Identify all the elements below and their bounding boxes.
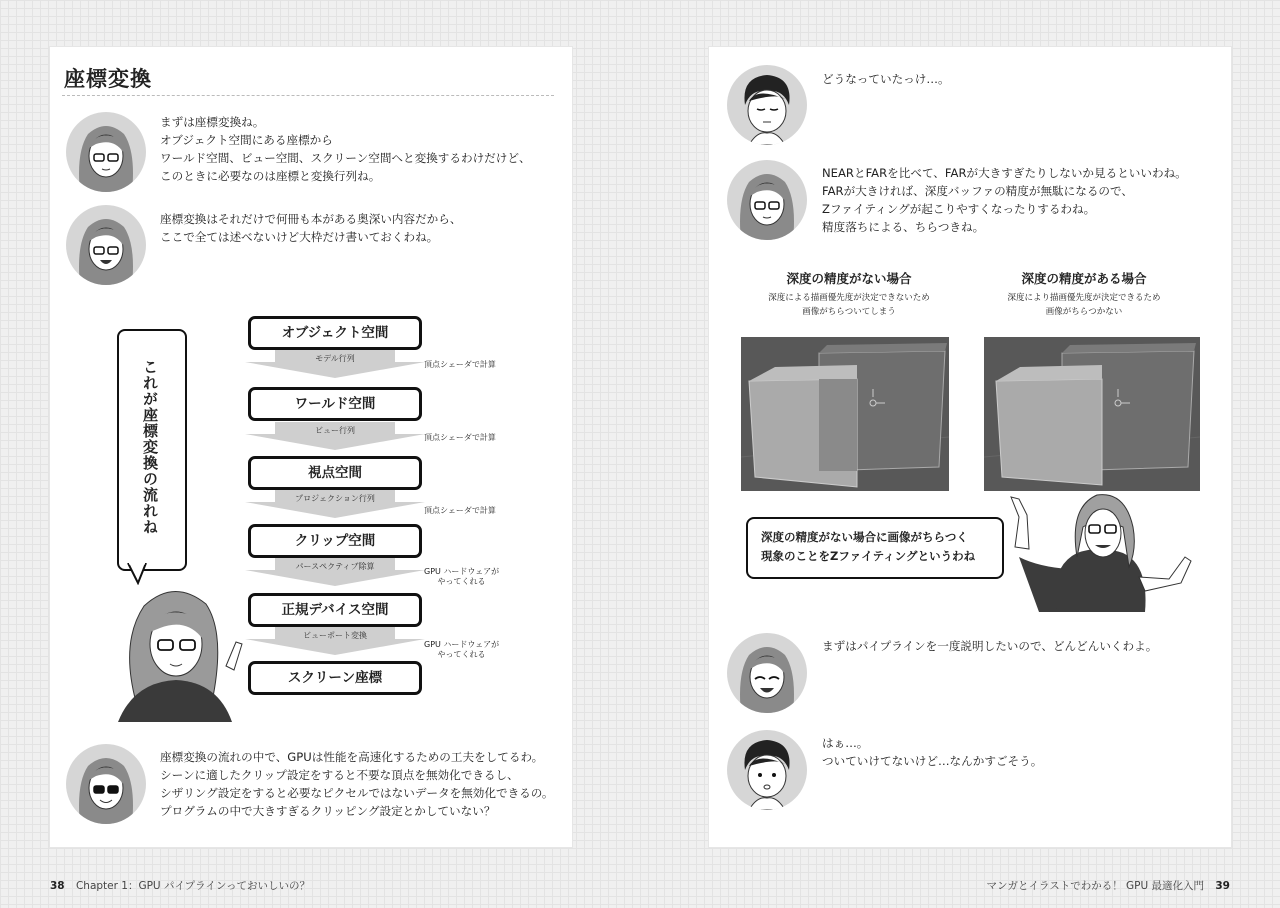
dialog-text: 座標変換の流れの中で、GPUは性能を高速化するための工夫をしてるわ。 シーンに適したクリップ設定をすると不要な頂点を無効化できるし、 シザリング設定をすると必要なピクセルではないデータを無効化できるの。 プログラムの中で大きすぎるクリッピング設定とかしていない？ <box>160 750 554 818</box>
boy-avatar <box>727 730 807 810</box>
right-page <box>709 47 1231 847</box>
flow-step-box: ワールド空間 <box>248 387 422 421</box>
flow-arrow: プロジェクション行列 <box>245 490 425 518</box>
speech-bubble: これが座標変換の流れね <box>117 329 187 571</box>
title-divider <box>62 95 554 96</box>
dialog-text: NEARとFARを比べて、FARが大きすぎたりしないか見るといいわね。 FARが大きければ、深度バッファの精度が無駄になるので、 Zファイティングが起こりやすくなったりするわね。 精度落ちによる、ちらつきね。 <box>822 166 1187 234</box>
flow-arrow: ビュー行列 <box>245 422 425 450</box>
flow-note: 頂点シェーダで計算 <box>424 506 496 515</box>
right-page-footer <box>987 878 1230 893</box>
page-number: 39 <box>1215 880 1230 892</box>
flow-step-box: クリップ空間 <box>248 524 422 558</box>
flow-step-box: 視点空間 <box>248 456 422 490</box>
boy-avatar <box>727 65 807 145</box>
speech-bubble: 深度の精度がない場合に画像がちらつく 現象のことをZファイティングというわね <box>746 517 1004 579</box>
woman-pointing-illustration <box>114 582 254 722</box>
flow-step-box: 正規デバイス空間 <box>248 593 422 627</box>
flow-note: GPU ハードウェアが やってくれる <box>424 640 500 659</box>
flow-step-box: スクリーン座標 <box>248 661 422 695</box>
flow-arrow: ビューポート変換 <box>245 627 425 655</box>
woman-avatar <box>66 205 146 285</box>
woman-avatar <box>727 160 807 240</box>
flow-note: 頂点シェーダで計算 <box>424 360 496 369</box>
dialog-text: まずは座標変換ね。 オブジェクト空間にある座標から ワールド空間、ビュー空間、スクリーン空間へと変換するわけだけど、 このときに必要なのは座標と変換行列ね。 <box>160 115 531 183</box>
depth-example-caption: 深度による描画優先度が決定できないため 画像がちらついてしまう <box>768 293 930 317</box>
depth-example-title: 深度の精度がない場合 <box>786 271 912 286</box>
flow-note: GPU ハードウェアが やってくれる <box>424 567 500 586</box>
no-z-fighting-render-image <box>984 337 1200 491</box>
woman-avatar <box>66 744 146 824</box>
left-page-footer <box>50 878 310 893</box>
depth-example-caption: 深度により描画優先度が決定できるため 画像がちらつかない <box>1007 293 1161 317</box>
flow-arrow: モデル行列 <box>245 350 425 378</box>
dialog-text: 座標変換はそれだけで何冊も本がある奥深い内容だから、 ここで全ては述べないけど大枠だけ書いておくわね。 <box>160 212 462 244</box>
book-title: マンガとイラストでわかる！ GPU 最適化入門 <box>986 880 1205 892</box>
flow-step-box: オブジェクト空間 <box>248 316 422 350</box>
woman-avatar <box>66 112 146 192</box>
woman-avatar <box>727 633 807 713</box>
dialog-text: どうなっていたっけ…。 <box>822 72 950 86</box>
chapter-title: Chapter 1：GPU パイプラインっておいしいの？ <box>75 880 311 892</box>
dialog-text: まずはパイプラインを一度説明したいので、どんどんいくわよ。 <box>822 639 1158 653</box>
z-fighting-render-image <box>741 337 949 491</box>
flow-note: 頂点シェーダで計算 <box>424 433 496 442</box>
depth-example-title: 深度の精度がある場合 <box>1021 271 1147 286</box>
left-page <box>50 47 572 847</box>
dialog-text: はぁ…。 ついていけてないけど…なんかすごそう。 <box>822 736 1043 768</box>
woman-explaining-illustration <box>999 487 1219 612</box>
page-number: 38 <box>50 880 65 892</box>
section-title: 座標変換 <box>64 67 152 91</box>
flow-arrow: パースペクティブ除算 <box>245 558 425 586</box>
